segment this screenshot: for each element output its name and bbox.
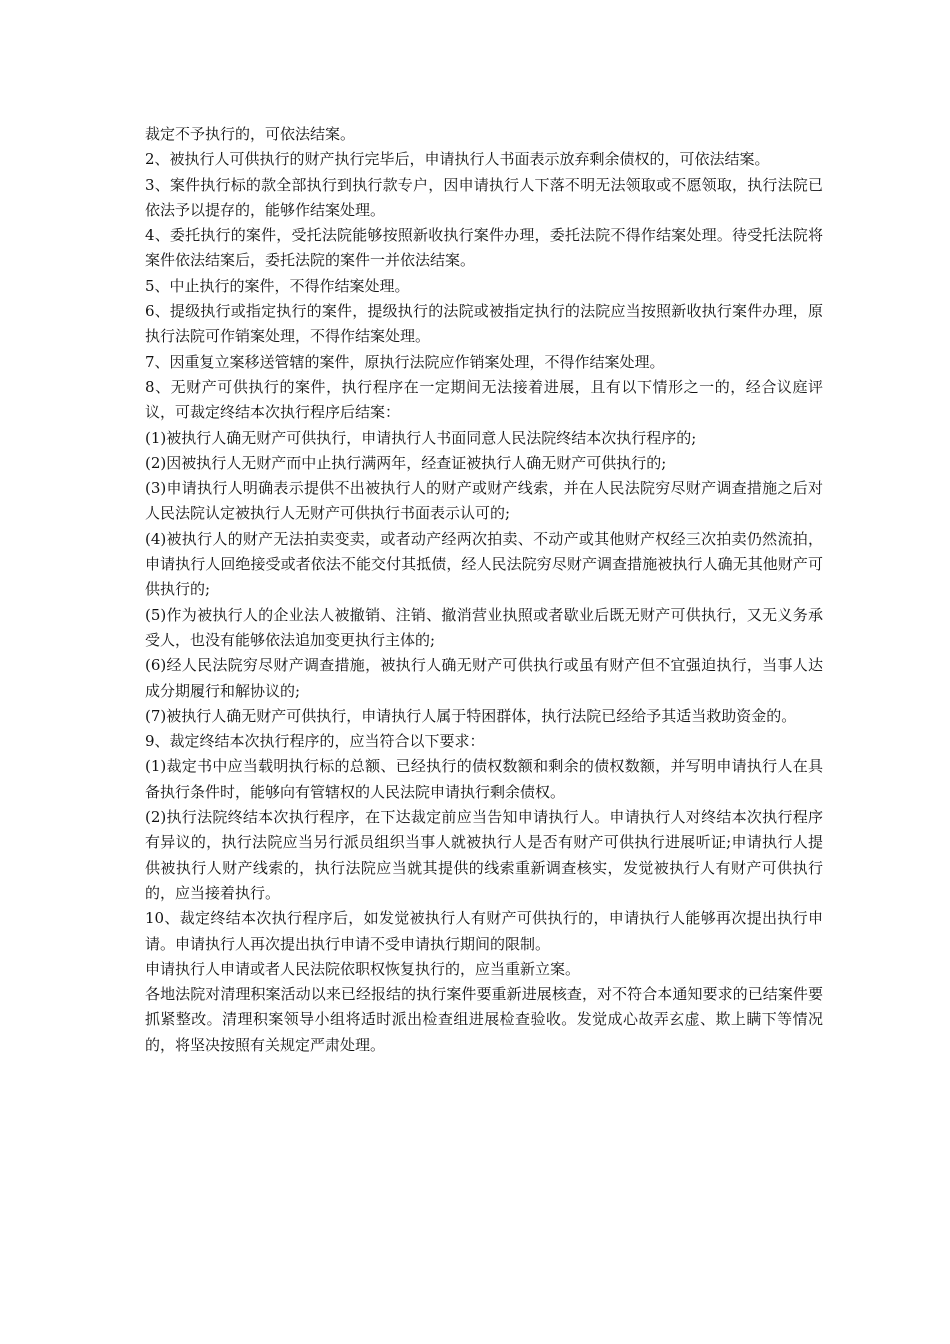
paragraph: 各地法院对清理积案活动以来已经报结的执行案件要重新进展核查，对不符合本通知要求的已结案件要抓紧整改。清理积案领导小组将适时派出检查组进展检查验收。发觉成心故弄玄虚、欺上瞒下等情况的，将坚决按照有关规定严肃处理。 (145, 985, 823, 1054)
paragraph: (1)被执行人确无财产可供执行，申请执行人书面同意人民法院终结本次执行程序的; (145, 428, 697, 447)
paragraph: 5、中止执行的案件，不得作结案处理。 (145, 276, 410, 295)
paragraph: (3)申请执行人明确表示提供不出被执行人的财产或财产线索，并在人民法院穷尽财产调查措施之后对人民法院认定被执行人无财产可供执行书面表示认可的; (145, 479, 823, 523)
paragraph: 10、裁定终结本次执行程序后，如发觉被执行人有财产可供执行的，申请执行人能够再次提出执行申请。申请执行人再次提出执行申请不受申请执行期间的限制。 (145, 909, 823, 953)
paragraph: 裁定不予执行的，可依法结案。 (145, 125, 356, 143)
paragraph: 9、裁定终结本次执行程序的，应当符合以下要求： (145, 732, 485, 751)
paragraph: 3、案件执行标的款全部执行到执行款专户，因申请执行人下落不明无法领取或不愿领取，执行法院已依法予以提存的，能够作结案处理。 (145, 175, 823, 219)
paragraph: (4)被执行人的财产无法拍卖变卖，或者动产经两次拍卖、不动产或其他财产权经三次拍卖仍然流拍，申请执行人回绝接受或者依法不能交付其抵债，经人民法院穷尽财产调查措施被执行人确无其他财产可供执行的; (145, 529, 823, 599)
paragraph: (2)执行法院终结本次执行程序，在下达裁定前应当告知申请执行人。申请执行人对终结本次执行程序有异议的，执行法院应当另行派员组织当事人就被执行人是否有财产可供执行进展听证;申请执行人提供被执行人财产线索的，执行法院应当就其提供的线索重新调查核实，发觉被执行人有财产可供执行的，应当接着执行。 (145, 808, 823, 902)
paragraph: 6、提级执行或指定执行的案件，提级执行的法院或被指定执行的法院应当按照新收执行案件办理，原执行法院可作销案处理，不得作结案处理。 (145, 302, 823, 346)
paragraph: (1)裁定书中应当载明执行标的总额、已经执行的债权数额和剩余的债权数额，并写明申请执行人在具备执行条件时，能够向有管辖权的人民法院申请执行剩余债权。 (145, 757, 823, 801)
paragraph: (6)经人民法院穷尽财产调查措施，被执行人确无财产可供执行或虽有财产但不宜强迫执行，当事人达成分期履行和解协议的; (145, 656, 823, 700)
paragraph: 申请执行人申请或者人民法院依职权恢复执行的，应当重新立案。 (145, 959, 581, 978)
paragraph: 8、无财产可供执行的案件，执行程序在一定期间无法接着进展，且有以下情形之一的，经合议庭评议，可裁定终结本次执行程序后结案： (145, 377, 823, 422)
paragraph: 2、被执行人可供执行的财产执行完毕后，申请执行人书面表示放弃剩余债权的，可依法结案。 (145, 150, 770, 169)
paragraph: (2)因被执行人无财产而中止执行满两年，经查证被执行人确无财产可供执行的; (145, 453, 667, 472)
paragraph: 7、因重复立案移送管辖的案件，原执行法院应作销案处理，不得作结案处理。 (145, 352, 665, 371)
paragraph: 4、委托执行的案件，受托法院能够按照新收执行案件办理，委托法院不得作结案处理。待受托法院将案件依法结案后，委托法院的案件一并依法结案。 (145, 226, 823, 270)
paragraph: (7)被执行人确无财产可供执行，申请执行人属于特困群体，执行法院已经给予其适当救助资金的。 (145, 706, 797, 725)
paragraph: (5)作为被执行人的企业法人被撤销、注销、撤消营业执照或者歇业后既无财产可供执行，又无义务承受人，也没有能够依法追加变更执行主体的; (145, 605, 823, 649)
document-body (145, 122, 823, 1058)
